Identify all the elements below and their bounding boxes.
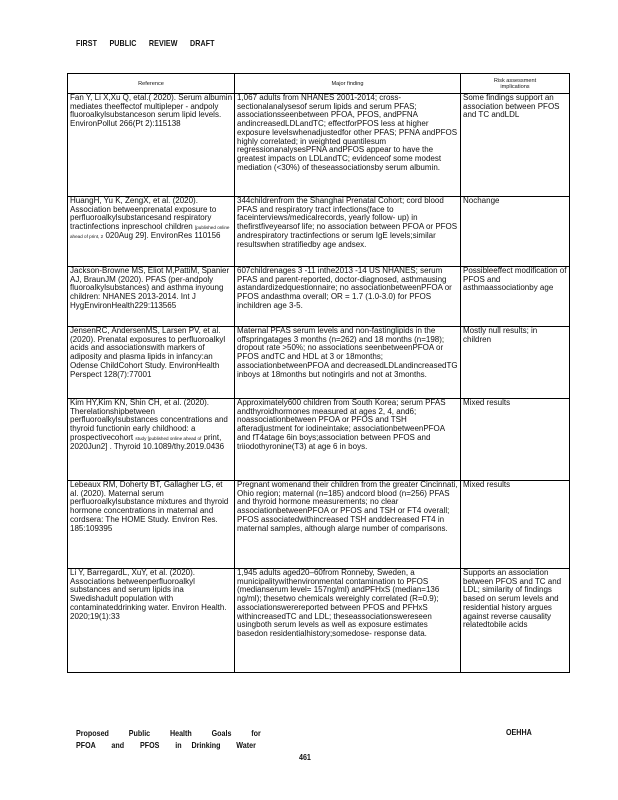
reference-cell [68,569,235,673]
finding-cell: Approximately600 children from South Korea; serum PFAS andthyroidhormones measured at ages 2, 4, and6; noassociationbetween PFOA or PFOS and TSH afteradjustment for iodineintake; associationbetweenPFOA and fT4atage 6in boys;association between PFOS and triiodothyronine(T3) at age 6 in boys. [235,399,461,481]
reference-cell [68,327,235,399]
literature-review-table [67,73,570,673]
reference-text: Lebeaux RM, Doherty BT, Gallagher LG, et al. (2020). Maternal serum perfluoroalkylsubstance mixtures and thyroid hormone concentrations in maternal and cordsera: The HOME Study. Environ Res. 185:109395 [70,480,229,533]
finding-cell: Maternal PFAS serum levels and non-fastinglipids in the offspringatages 3 months (n=262) and 18 months (n=198); dropout rate >50%; no associations seenbetweenPFOA or PFOS andTC and HDL at 3 or 18months; associationbetweenPFOA and decreasedLDLandincreasedTG inboys at 18months but notingirls and not at 3months. [235,327,461,399]
reference-tail: print, 2020Jun2] . Thyroid 10.1089/thy.2019.0436 [70,432,225,451]
finding-cell: Pregnant womenand their children from the greater Cincinnati, Ohio region; maternal (n=185) andcord blood (n=256) PFAS and thyroid hormone measurements; no clear associationbetweenPFOA or PFOS and TSH or FT4 overall; PFOS associatedwithincreased TSH anddecreased FT4 in maternal samples, although alarge number of comparisons. [235,481,461,569]
reference-note: study [published online ahead of [135,435,202,441]
reference-tail: 020Aug 29]. EnvironRes 110156 [105,230,221,240]
reference-text: Fan Y, Li X,Xu Q, etal.( 2020). Serum albumin mediates theeffectof multipleper - andpoly fluoroalkylsubstanceson serum lipid levels. EnvironPollut 266(Pt 2):115138 [70,93,233,129]
risk-cell: Some findings support an association between PFOS and TC andLDL [461,94,570,197]
risk-cell: Possibleeffect modification of PFOS and asthmaassociationby age [461,267,570,327]
column-header-reference: Reference [68,74,235,94]
footer-line-1: Proposed Public Health Goals for [76,728,261,738]
reference-cell [68,267,235,327]
risk-cell: Nochange [461,197,570,267]
draft-header: FIRST PUBLIC REVIEW DRAFT [76,38,215,48]
table-row [68,399,570,481]
reference-cell [68,94,235,197]
table-row [68,94,570,197]
column-header-major-finding: Major finding [235,74,461,94]
risk-cell: Mixed results [461,481,570,569]
table-row [68,197,570,267]
column-header-risk-assessment: Risk assessment implications [461,74,570,94]
reference-text: Kim HY,Kim KN, Shin CH, et al. (2020). Therelationshipbetween perfluoroalkylsubstances concentrations and thyroid functionin early childhood: a prospectivecohort [70,398,228,442]
finding-cell: 1,067 adults from NHANES 2001-2014; cross-sectionalanalysesof serum lipids and serum PFAS; associationsseenbetween PFOA, PFOS, andPFNA andincreasedLDLandTC; effectforPFOS less at higher exposure levelswhenadjustedfor other PFAS; PFNA andPFOS highly correlated; in weighted quantilesum regressionanalysesPFNA andPFOS appear to have the greatest impacts on LDLandTC; evidenceof some modest mediation (<30%) of theseassociationsby serum albumin. [235,94,461,197]
table-row [68,267,570,327]
table-row [68,327,570,399]
footer-line-2: PFOA and PFOS in Drinking Water [76,740,256,750]
risk-cell: Supports an association between PFOS and TC and LDL; similarity of findings based on serum levels and residential history argues against reverse causality relatedtobile acids [461,569,570,673]
reference-cell [68,399,235,481]
page-number: 461 [299,752,311,762]
reference-cell [68,481,235,569]
finding-cell: 344childrenfrom the Shanghai Prenatal Cohort; cord blood PFAS and respiratory tract infections(face to faceinterviews/medicalrecords, yearly follow- up) in thefirstfiveyearsof life; no association between PFOA or PFOS andrespiratory tractinfections or serum IgE levels;similar resultswhen stratifiedby age andsex. [235,197,461,267]
document-title-footer [76,727,261,751]
agency-footer: OEHHA [506,727,532,737]
table-header-row [68,74,570,94]
reference-text: JensenRC, AndersenMS, Larsen PV, et al. (2020). Prenatal exposures to perfluoroalkyl acids and associationswith markers of adiposity and plasma lipids in infancy:an Odense ChildCohort Study. EnvironHealth Perspect 128(7):77001 [70,326,226,379]
finding-cell: 1,945 adults aged20–60from Ronneby, Sweden, a municipalitywithenvironmental contamination to PFOS (medianserum level= 157ng/ml) andPFHxS (median=136 ng/ml); thesetwo chemicals wereighly correlated (R=0.9); associationswerereported between PFOS and PFHxS withincreasedTC and LDL; theseassociationswereseen usingboth serum levels as well as exposure estimates basedon residentialhistory;somedose- response data. [235,569,461,673]
table-row [68,569,570,673]
reference-cell [68,197,235,267]
reference-text: HuangH, Yu K, ZengX, et al. (2020). Association betweenprenatal exposure to perfluoroalkylsubstancesand respiratory tractinfections inpreschool children [70,196,217,232]
reference-note: [published online ahead of print, 2 [70,225,230,239]
risk-cell: Mostly null results; in children [461,327,570,399]
risk-cell: Mixed results [461,399,570,481]
finding-cell: 607childrenages 3 -11 inthe2013 -14 US NHANES; serum PFAS and parent-reported, doctor-diagnosed, asthmausing astandardizedquestionnaire; no associationbetweenPFOA or PFOS andasthma overall; OR = 1.7 (1.0-3.0) for PFOS inchildren age 3-5. [235,267,461,327]
table-row [68,481,570,569]
reference-text: Jackson-Browne MS, Eliot M,PattiM, Spanier AJ, BraunJM (2020). PFAS (per-andpoly fluoroalkylsubstances) and asthma inyoung children: NHANES 2013-2014. Int J HygEnvironHealth229:113565 [70,266,230,310]
reference-text: Li Y, BarregardL, XuY, et al. (2020). Associations betweenperfluoroalkyl substances and serum lipids ina Swedishadult population with contaminateddrinking water. Environ Health. 2020;19(1):33 [70,568,227,621]
